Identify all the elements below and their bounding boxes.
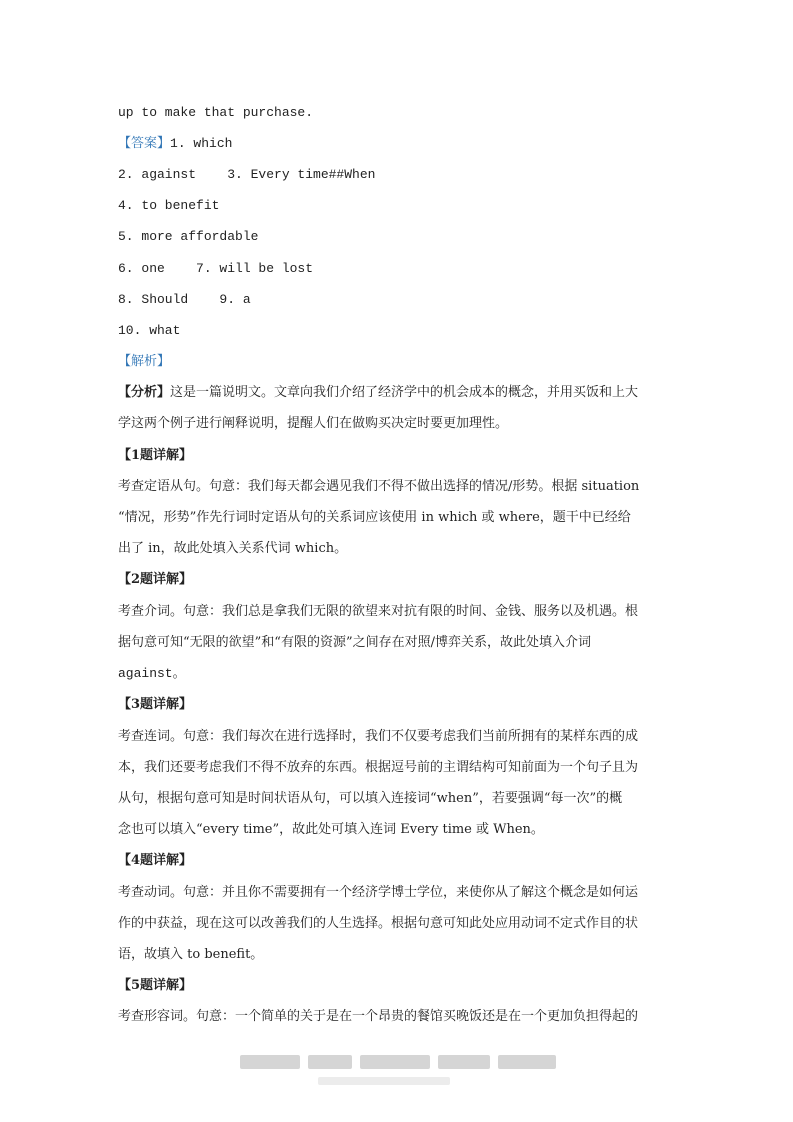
q1-line-3: 出了 in，故此处填入关系代词 which。: [118, 541, 348, 556]
answer-line-4: 4. to benefit: [118, 198, 220, 213]
answer-line-5: 5. more affordable: [118, 229, 259, 244]
q3-line-2: 本，我们还要考虑我们不得不放弃的东西。根据逗号前的主谓结构可知前面为一个句子且为: [118, 760, 639, 775]
q4-line-2: 作的中获益，现在这可以改善我们的人生选择。根据句意可知此处应用动词不定式作目的状: [118, 916, 639, 931]
q2-line-1: 考查介词。句意：我们总是拿我们无限的欲望来对抗有限的时间、金钱、服务以及机遇。根: [118, 604, 639, 619]
q2-line-3: against。: [118, 666, 186, 681]
answer-line-10: 10. what: [118, 323, 181, 338]
answer-line-2-3: 2. against 3. Every time##When: [118, 167, 376, 182]
q3-line-4: 念也可以填入“every time”，故此处可填入连词 Every time 或 When。: [118, 822, 544, 837]
text-line: up to make that purchase.: [118, 105, 314, 120]
analysis-tag: 【解析】: [118, 354, 171, 369]
answer-1: 1. which: [170, 136, 233, 151]
answer-line-6-7: 6. one 7. will be lost: [118, 261, 314, 276]
q1-line-1: 考查定语从句。句意：我们每天都会遇见我们不得不做出选择的情况/形势。根据 situation: [118, 479, 640, 494]
q3-line-1: 考查连词。句意：我们每次在进行选择时，我们不仅要考虑我们当前所拥有的某样东西的成: [118, 729, 639, 744]
blurred-footer-subline: [318, 1077, 450, 1085]
q5-line-1: 考查形容词。句意：一个简单的关于是在一个昂贵的餐馆买晚饭还是在一个更加负担得起的: [118, 1009, 639, 1024]
q1-heading: 【1题详解】: [118, 448, 193, 463]
analysis-head: 【分析】: [118, 385, 171, 400]
q4-heading: 【4题详解】: [118, 853, 193, 868]
q1-line-2: “情况，形势”作先行词时定语从句的关系词应该使用 in which 或 where，题干中已经给: [118, 510, 631, 525]
q3-line-3: 从句，根据句意可知是时间状语从句，可以填入连接词“when”，若要强调“每一次”的概: [118, 791, 623, 806]
q5-heading: 【5题详解】: [118, 978, 193, 993]
answer-tag: 【答案】: [118, 136, 171, 151]
q3-heading: 【3题详解】: [118, 697, 193, 712]
answer-line-1: [118, 136, 232, 152]
analysis-body-1: 这是一篇说明文。文章向我们介绍了经济学中的机会成本的概念，并用买饭和上大: [170, 385, 639, 400]
answer-line-8-9: 8. Should 9. a: [118, 292, 251, 307]
q2-line-2: 据句意可知“无限的欲望”和“有限的资源”之间存在对照/博弈关系，故此处填入介词: [118, 635, 591, 650]
q4-line-3: 语，故填入 to benefit。: [118, 947, 264, 962]
blurred-footer-watermark: [240, 1055, 556, 1069]
q2-heading: 【2题详解】: [118, 572, 193, 587]
analysis-line-1: [118, 385, 638, 401]
q4-line-1: 考查动词。句意：并且你不需要拥有一个经济学博士学位，来使你从了解这个概念是如何运: [118, 885, 639, 900]
analysis-line-2: 学这两个例子进行阐释说明，提醒人们在做购买决定时要更加理性。: [118, 416, 509, 431]
